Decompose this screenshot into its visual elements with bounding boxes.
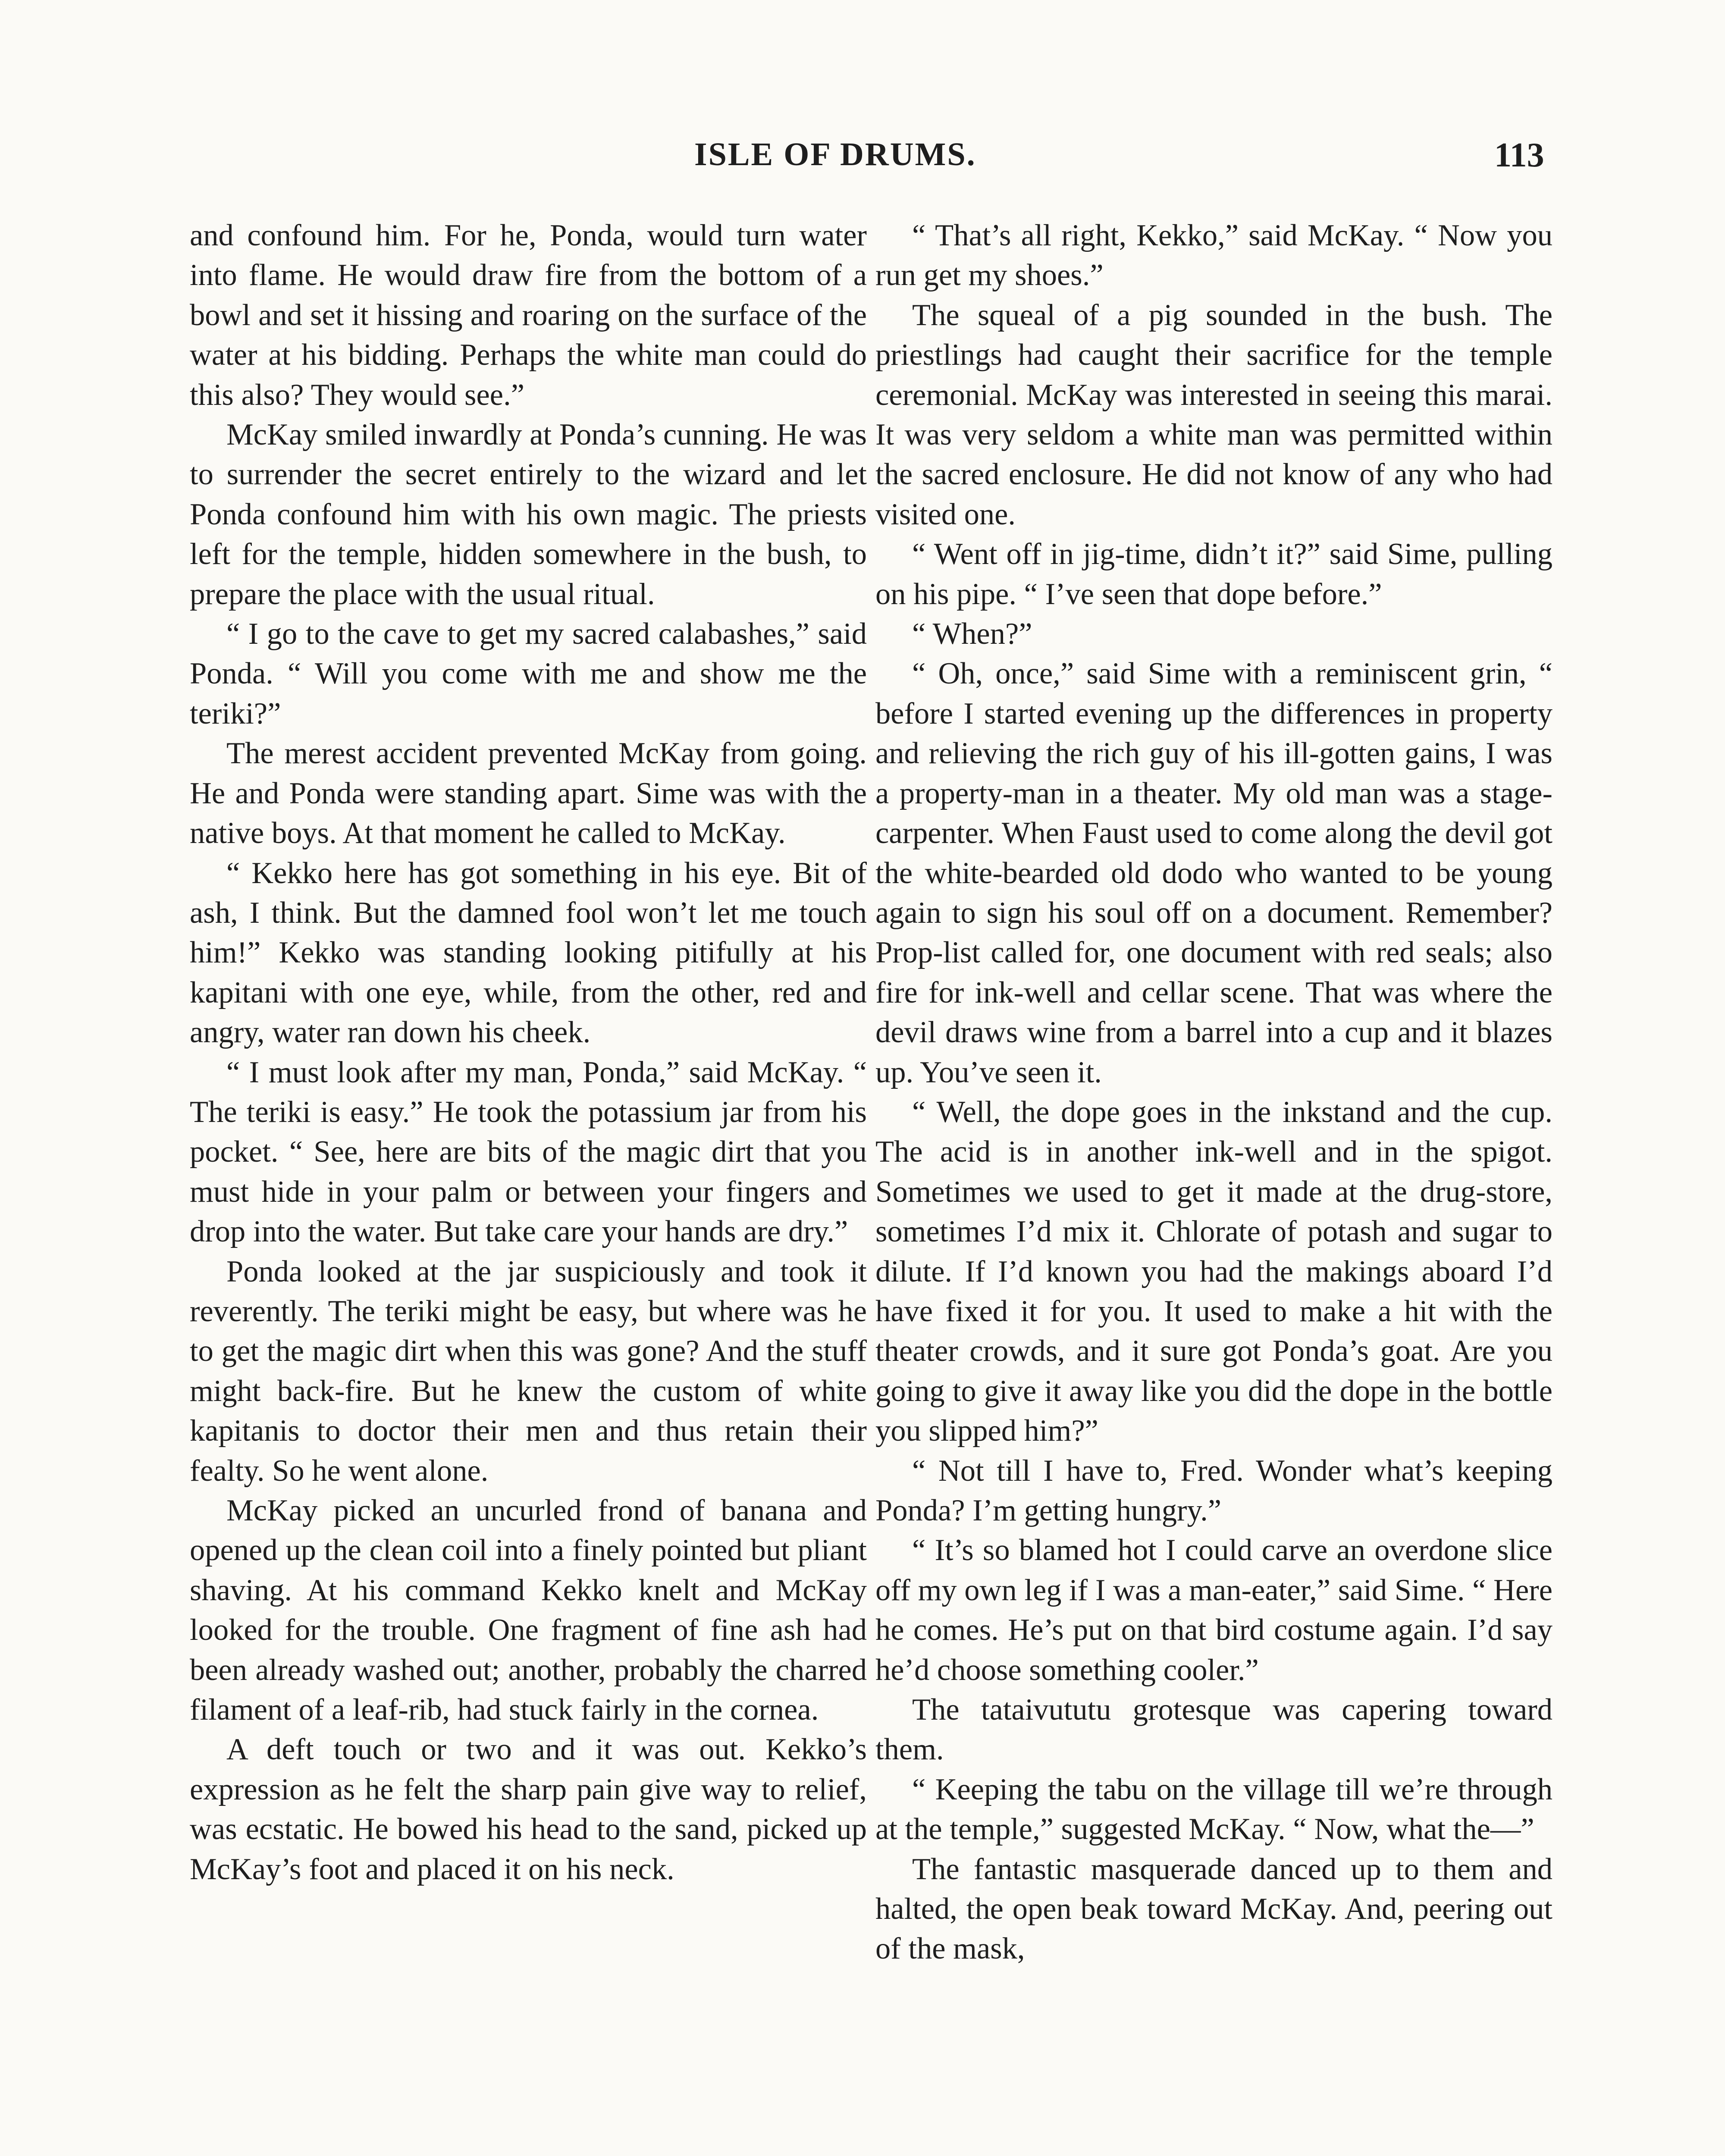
right-column	[875, 216, 1552, 1969]
paragraph: Ponda looked at the jar suspiciously and took it reverently. The teriki might be easy, but where was he to get the magic dirt when this was gone? And the stuff might back-fire. But he knew the custom of white kapitanis to doctor their men and thus retain their fealty. So he went alone.	[190, 1254, 867, 1488]
paragraph: The squeal of a pig sounded in the bush. The priestlings had caught their sacrifice for the temple ceremonial. McKay was interested in seeing this marai. It was very seldom a white man was permitted within the sacred enclosure. He did not know of any who had visited one.	[875, 298, 1552, 531]
paragraph: The tataivututu grotesque was capering toward them.	[875, 1693, 1552, 1767]
paragraph: “ Oh, once,” said Sime with a reminiscent grin, “ before I started evening up the differences in property and relieving the rich guy of his ill-gotten gains, I was a property-man in a theater. My old man was a stage-carpenter. When Faust used to come along the devil got the white-bearded old dodo who wanted to be young again to sign his soul off on a document. Remember? Prop-list called for, one document with red seals; also fire for ink-well and cellar scene. That was where the devil draws wine from a barrel into a cup and it blazes up. You’ve seen it.	[875, 657, 1552, 1089]
paragraph: “ Kekko here has got something in his eye. Bit of ash, I think. But the damned fool won’t let me touch him!” Kekko was standing looking pitifully at his kapitani with one eye, while, from the other, red and angry, water ran down his cheek.	[190, 856, 867, 1050]
paragraph: “ Not till I have to, Fred. Wonder what’s keeping Ponda? I’m getting hungry.”	[875, 1454, 1552, 1527]
running-title: ISLE OF DRUMS.	[694, 136, 976, 172]
paragraph: and confound him. For he, Ponda, would turn water into flame. He would draw fire from the bottom of a bowl and set it hissing and roaring on the surface of the water at his bidding. Perhaps the white man could do this also? They would see.”	[190, 219, 867, 412]
paragraph: A deft touch or two and it was out. Kekko’s expression as he felt the sharp pain give way to relief, was ecstatic. He bowed his head to the sand, picked up McKay’s foot and placed it on his neck.	[190, 1733, 867, 1886]
paragraph: The merest accident prevented McKay from going. He and Ponda were standing apart. Sime was with the native boys. At that moment he called to McKay.	[190, 736, 867, 850]
paragraph: “ That’s all right, Kekko,” said McKay. “ Now you run get my shoes.”	[875, 219, 1552, 292]
paragraph: The fantastic masquerade danced up to them and halted, the open beak toward McKay. And, peering out of the mask,	[875, 1852, 1552, 1966]
paragraph: “ I go to the cave to get my sacred calabashes,” said Ponda. “ Will you come with me and show me the teriki?”	[190, 617, 867, 730]
page-number: 113	[1494, 136, 1544, 174]
left-column	[190, 216, 867, 1889]
paragraph: “ Keeping the tabu on the village till we’re through at the temple,” suggested McKay. “ Now, what the—”	[875, 1772, 1552, 1846]
paragraph: “ It’s so blamed hot I could carve an overdone slice off my own leg if I was a man-eater,” said Sime. “ Here he comes. He’s put on that bird costume again. I’d say he’d choose something cooler.”	[875, 1533, 1552, 1687]
paragraph: “ I must look after my man, Ponda,” said McKay. “ The teriki is easy.” He took the potassium jar from his pocket. “ See, here are bits of the magic dirt that you must hide in your palm or between your fingers and drop into the water. But take care your hands are dry.”	[190, 1055, 867, 1249]
paragraph: McKay picked an uncurled frond of banana and opened up the clean coil into a finely pointed but pliant shaving. At his command Kekko knelt and McKay looked for the trouble. One fragment of fine ash had been already washed out; another, probably the charred filament of a leaf-rib, had stuck fairly in the cornea.	[190, 1494, 867, 1727]
paragraph: “ When?”	[912, 617, 1032, 651]
paragraph: “ Went off in jig-time, didn’t it?” said Sime, pulling on his pipe. “ I’ve seen that dope before.”	[875, 537, 1552, 611]
paragraph: McKay smiled inwardly at Ponda’s cunning. He was to surrender the secret entirely to the wizard and let Ponda confound him with his own magic. The priests left for the temple, hidden somewhere in the bush, to prepare the place with the usual ritual.	[190, 418, 867, 611]
page-header	[0, 132, 1725, 183]
paragraph: “ Well, the dope goes in the inkstand and the cup. The acid is in another ink-well and in the spigot. Sometimes we used to get it made at the drug-store, sometimes I’d mix it. Chlorate of potash and sugar to dilute. If I’d known you had the makings aboard I’d have fixed it for you. It used to make a hit with the theater crowds, and it sure got Ponda’s goat. Are you going to give it away like you did the dope in the bottle you slipped him?”	[875, 1095, 1552, 1448]
